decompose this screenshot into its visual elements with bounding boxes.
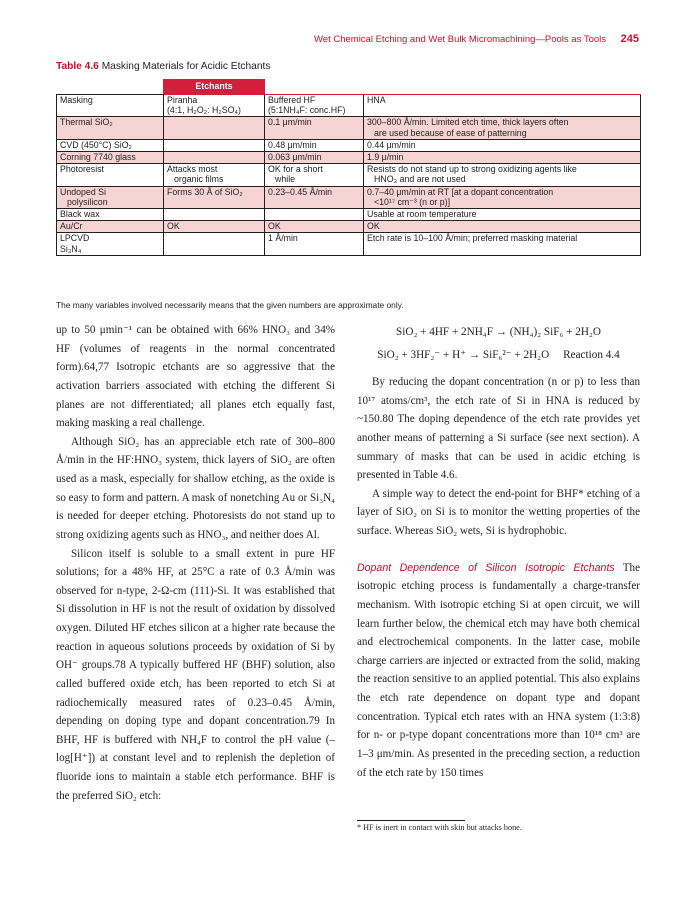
col-header-masking: Masking [57,95,164,117]
page-number: 245 [620,33,639,45]
col-header-piranha: Piranha (4:1, H₂O₂: H₂SO₄) [164,95,265,117]
table-header-row [57,95,641,117]
table-row: Undoped Si polysilicon Forms 30 Å of SiO₂ 0.23–0.45 Å/min 0.7–40 μm/min at RT [at a dopant concentration <10¹⁷ cm⁻³ (n or p)] [57,186,641,208]
col-header-hna: HNA [364,95,641,117]
table-label: Table 4.6 [56,61,99,72]
running-header [56,33,639,47]
equation-1: SiO₂ + 4HF + 2NH₄F → (NH₄)₂ SiF₆ + 2H₂O [396,326,601,338]
table-note: The many variables involved necessarily means that the given numbers are approximate only. [56,300,404,310]
subsection-heading: Dopant Dependence of Silicon Isotropic Etchants [357,561,615,574]
table-row: Black wax Usable at room temperature [57,209,641,221]
table-row: Thermal SiO₂ 0.1 μm/min 300–800 Å/min. Limited etch time, thick layers often are used because of ease of patterning [57,117,641,139]
paragraph: up to 50 μmin⁻¹ can be obtained with 66% HNO₃ and 34% HF (volumes of reagents in the normal concentrated form).64,77 Isotropic etchants are so aggressive that the activation barriers associated with etching the different Si planes are not differentiated; all planes etch equally fast, making masking a real challenge. [56,324,335,430]
paragraph: Although SiO₂ has an appreciable etch rate of 300–800 Å/min in the HF:HNO₃ system, thick layers of SiO₂ are often used as a mask, especially for shallow etching, as the oxide is so easy to form and pattern. A mask of nonetching Au or Si₃N₄ is needed for deeper etching. Photoresists do not stand up to strong oxidizing agents such as HNO₃, and neither does Al. [56,435,335,541]
table-row: Au/Cr OK OK OK [57,221,641,233]
table-row: LPCVD Si₃N₄ 1 Å/min Etch rate is 10–100 Å/min; preferred masking material [57,233,641,255]
footnote-rule [357,820,465,821]
etchants-band: Etchants [164,80,265,95]
table-row: Corning 7740 glass 0.063 μm/min 1.9 μ/min [57,152,641,164]
masking-materials-table [56,79,641,256]
paragraph: By reducing the dopant concentration (n or p) to less than 10¹⁷ atoms/cm³, the etch rate of Si in HNA is reduced by ~150.80 The doping dependence of the etch rate provides yet another means of patterning a Si surface (see next section). A summary of masks that can be used in acidic etching is presented in Table 4.6. [357,376,640,482]
equation-2: SiO₂ + 3HF₂⁻ + H⁺ → SiF₆²⁻ + 2H₂O Reaction 4.4 [377,349,620,361]
footnote: * HF is inert in contact with skin but attacks bone. [357,823,522,832]
table-row: CVD (450°C) SiO₂ 0.48 μm/min 0.44 μm/min [57,139,641,151]
paragraph: A simple way to detect the end-point for BHF* etching of a layer of SiO₂ on Si is to monitor the wetting properties of the surface. Whereas SiO₂ wets, Si is hydrophobic. [357,487,640,537]
paragraph: Silicon itself is soluble to a small extent in pure HF solutions; for a 48% HF, at 25°C a rate of 0.3 Å/min was observed for n-type, 2-Ω-cm (111)-Si. It was established that Si dissolution in HF is not the result of oxidation by dissolved oxygen. Diluted HF etches silicon at a higher rate because the reaction in aqueous solutions proceeds by oxidation of Si by OH⁻ groups.78 A typically buffered HF (BHF) solution, also called buffered oxide etch, has been reported to etch Si at radiochemically measured rates of 0.23–0.45 Å/min, depending on doping type and dopant concentration.79 In BHF, HF is buffered with NH₄F to control the pH value (–log[H⁺]) at constant level and to replenish the depletion of fluoride ions to maintain a stable etch performance. BHF is the preferred SiO₂ etch: [56,547,335,802]
table-caption [56,61,270,72]
table-title: Masking Materials for Acidic Etchants [101,61,271,72]
table-row: Photoresist Attacks most organic films OK for a short while Resists do not stand up to strong oxidizing agents like HNO₃ and are not used [57,164,641,186]
reaction-label: Reaction 4.4 [563,349,620,361]
right-column [357,321,640,782]
table-corner-cell [57,80,164,95]
running-title: Wet Chemical Etching and Wet Bulk Micromachining—Pools as Tools [314,34,606,45]
subsection-paragraph: Dopant Dependence of Silicon Isotropic Etchants The isotropic etching process is fundamentally a charge-transfer mechanism. With isotropic etching Si at open circuit, we will learn further below, the chemical etch may have both chemical and electrochemical components. In the latter case, mobile charge carriers are injected or extracted from the solid, making the reaction sensitive to an applied potential. This also explains the etch rate dependence on dopant type and dopant concentration. Typical etch rates with an HNA system (1:3:8) for n- or p-type dopant concentrations more than 10¹⁸ cm³ are 1–3 μm/min. As presented in the preceding section, a reduction of the etch rate by 150 times [357,561,640,779]
col-header-bhf: Buffered HF (5:1NH₄F: conc.HF) [265,95,364,117]
left-column [56,321,335,805]
